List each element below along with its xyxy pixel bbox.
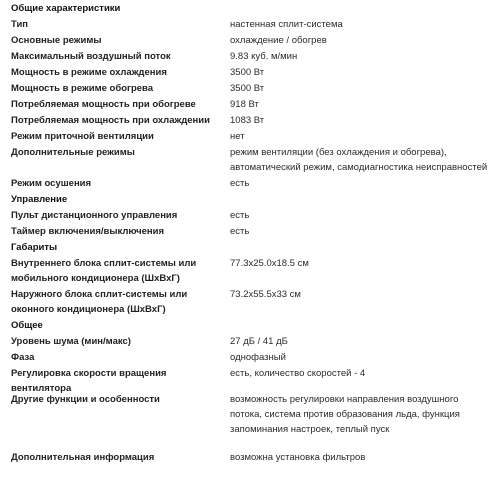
spec-label: Фаза <box>11 352 35 363</box>
spec-label: Максимальный воздушный поток <box>11 51 171 62</box>
section-label: Общее <box>11 320 43 331</box>
spec-value: однофазный <box>230 352 286 363</box>
spec-label: Дополнительная информация <box>11 452 155 463</box>
spec-label: Тип <box>11 19 29 30</box>
spec-value: 77.3x25.0x18.5 см <box>230 258 309 269</box>
spec-label: Потребляемая мощность при охлаждении <box>11 115 210 126</box>
spec-label: Уровень шума (мин/макс) <box>11 336 131 347</box>
spec-label: Потребляемая мощность при обогреве <box>11 99 196 110</box>
spec-label: Другие функции и особенности <box>11 394 160 405</box>
spec-value: 3500 Вт <box>230 67 265 78</box>
spec-value: нет <box>230 131 245 142</box>
spec-value: 27 дБ / 41 дБ <box>230 336 288 347</box>
spec-value: есть <box>230 226 250 237</box>
spec-value: 918 Вт <box>230 99 259 110</box>
spec-label: Регулировка скорости вращения вентилятора <box>11 368 167 394</box>
spec-value: 3500 Вт <box>230 83 265 94</box>
spec-label: Основные режимы <box>11 35 102 46</box>
spec-label: Дополнительные режимы <box>11 147 135 158</box>
spec-value: возможна установка фильтров <box>230 452 366 463</box>
spec-label: Режим осушения <box>11 178 92 189</box>
section-label: Управление <box>11 194 68 205</box>
spec-label: Режим приточной вентиляции <box>11 131 154 142</box>
spec-value: режим вентиляции (без охлаждения и обогрева), автоматический режим, самодиагностика неисправностей <box>230 147 488 173</box>
spec-label: Мощность в режиме обогрева <box>11 83 154 94</box>
spec-value: возможность регулировки направления воздушного потока, система против образования льда, функция запоминания настроек, теплый пуск <box>230 394 460 435</box>
spec-value: охлаждение / обогрев <box>230 35 327 46</box>
section-label: Габариты <box>11 242 58 253</box>
spec-label: Внутреннего блока сплит-системы или мобильного кондиционера (ШхВхГ) <box>11 258 197 284</box>
spec-value: есть <box>230 178 250 189</box>
spec-value: 1083 Вт <box>230 115 265 126</box>
spec-value: настенная сплит-система <box>230 19 343 30</box>
spec-label: Таймер включения/выключения <box>11 226 165 237</box>
spec-label: Мощность в режиме охлаждения <box>11 67 167 78</box>
spec-label: Пульт дистанционного управления <box>11 210 178 221</box>
spec-label: Наружного блока сплит-системы или оконного кондиционера (ШхВхГ) <box>11 289 188 315</box>
section-label: Общие характеристики <box>11 3 121 14</box>
spec-value: 73.2x55.5x33 см <box>230 289 301 300</box>
spec-value: есть, количество скоростей - 4 <box>230 368 366 379</box>
spec-value: есть <box>230 210 250 221</box>
spec-value: 9.83 куб. м/мин <box>230 51 298 62</box>
